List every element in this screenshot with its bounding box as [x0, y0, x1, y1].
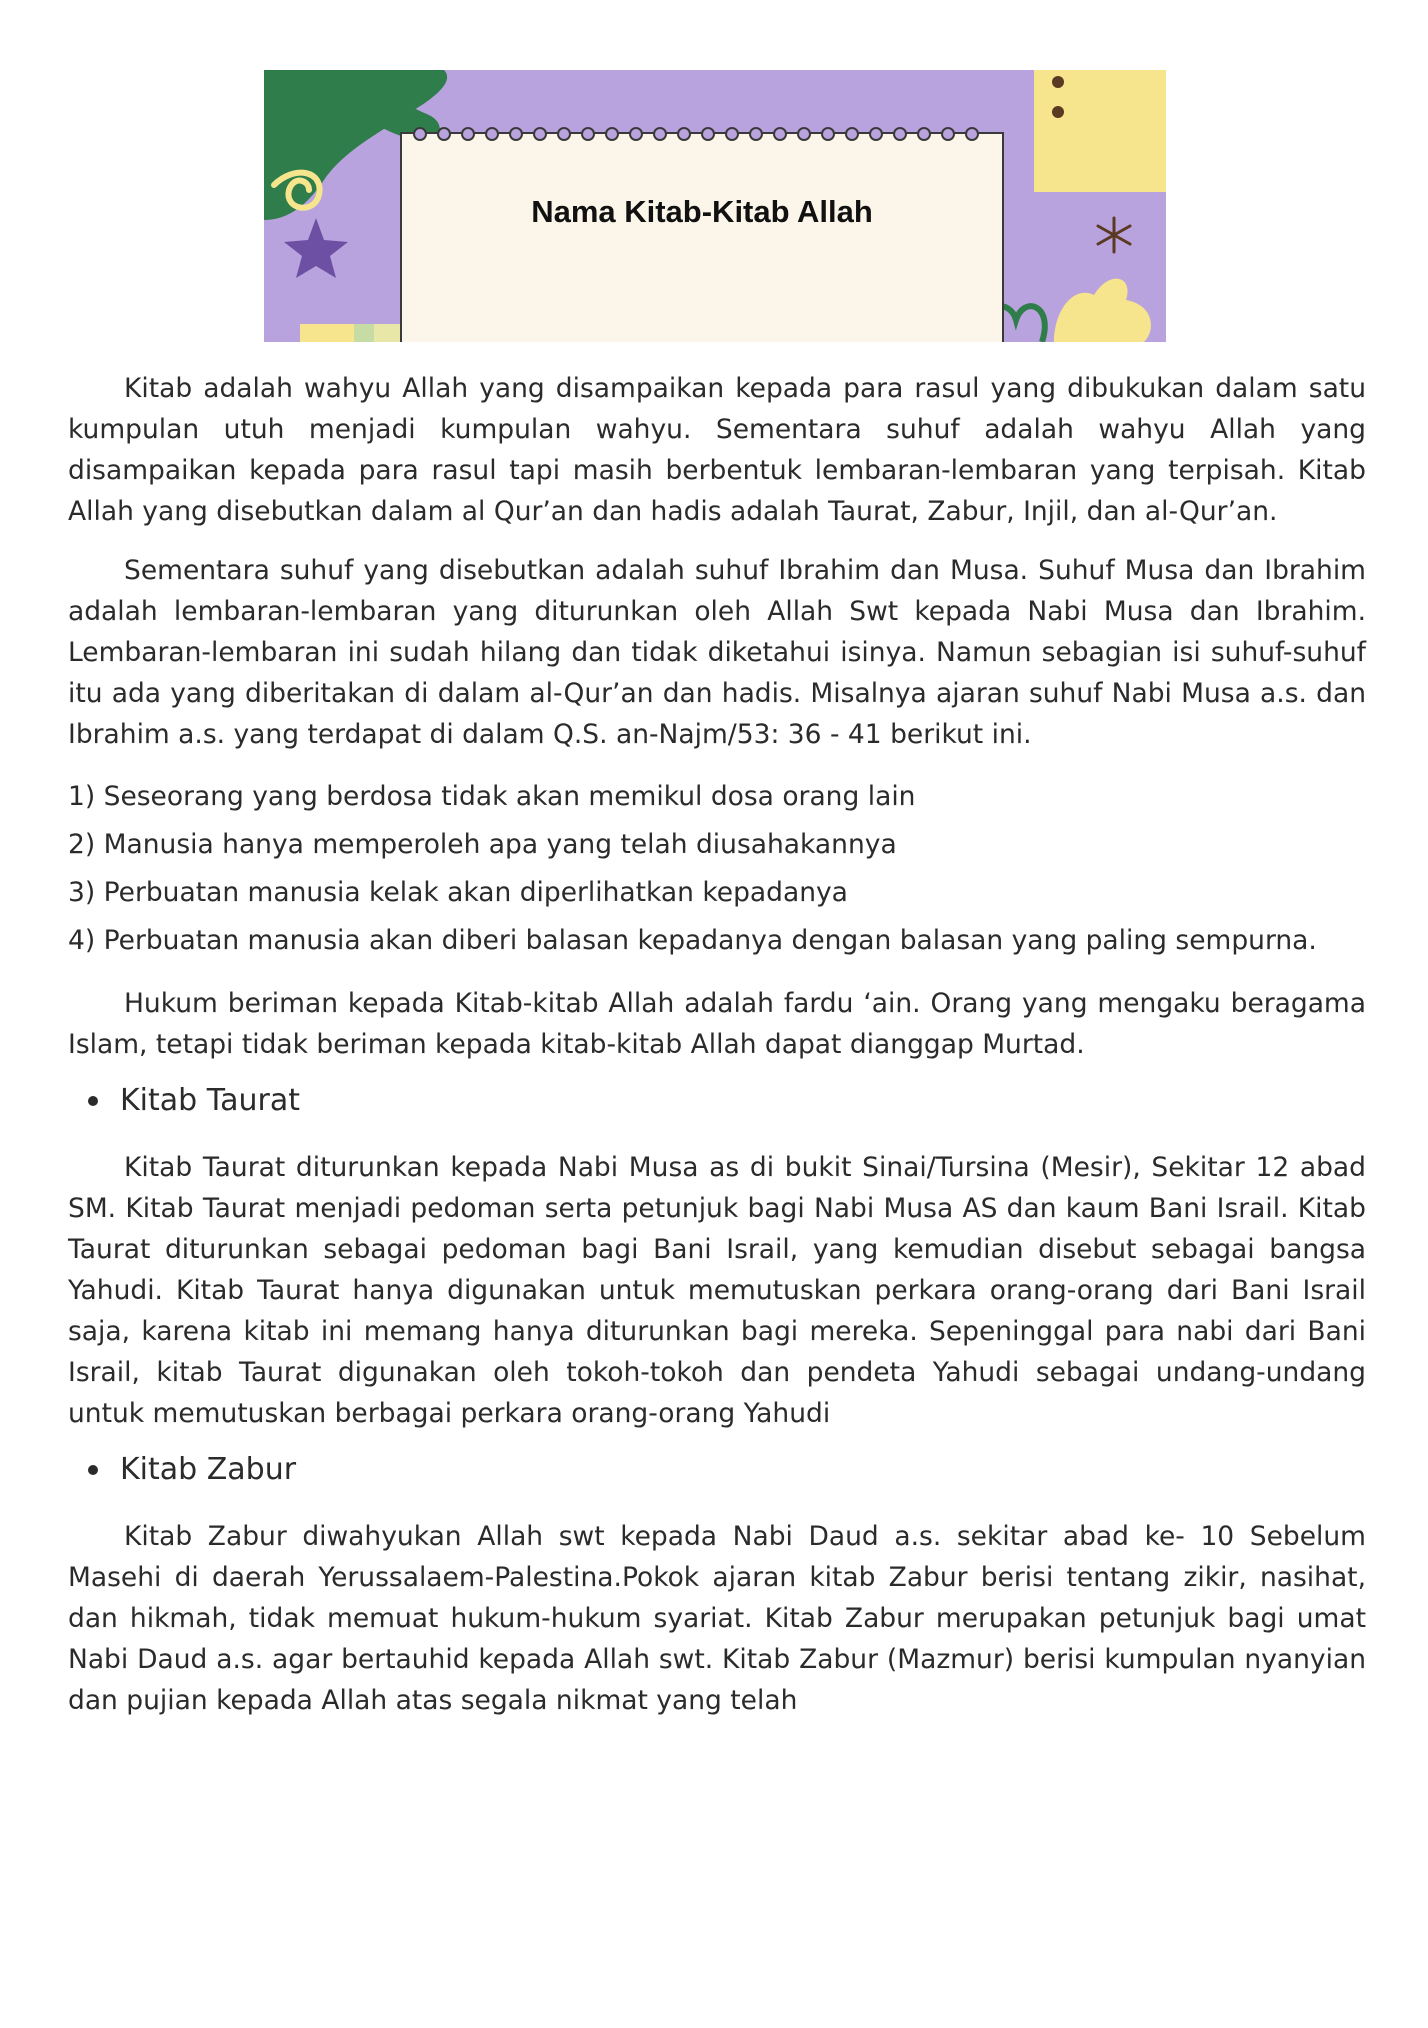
- paragraph-taurat: Kitab Taurat diturunkan kepada Nabi Musa as di bukit Sinai/Tursina (Mesir), Sekitar 12 abad SM. Kitab Taurat menjadi pedoman serta petunjuk bagi Nabi Musa AS dan kaum Bani Israil. Kitab Taurat diturunkan sebagai pedoman bagi Bani Israil, yang kemudian disebut sebagai bangsa Yahudi. Kitab Taurat hanya digunakan untuk memutuskan perkara orang-orang dari Bani Israil saja, karena kitab ini memang hanya diturunkan bagi mereka. Sepeninggal para nabi dari Bani Israil, kitab Taurat digunakan oleh tokoh-tokoh dan pendeta Yahudi sebagai undang-undang untuk memutuskan berbagai perkara orang-orang Yahudi: [68, 1152, 1366, 1429]
- bullet-icon: [88, 1096, 98, 1106]
- banner-title: Nama Kitab-Kitab Allah: [531, 194, 873, 229]
- header-banner: [264, 70, 1166, 342]
- heading-zabur: [88, 1448, 1366, 1492]
- list-item: 4) Perbuatan manusia akan diberi balasan kepadanya dengan balasan yang paling sempurna.: [68, 925, 1317, 956]
- document-body: [68, 368, 1366, 1721]
- list-item: 2) Manusia hanya memperoleh apa yang telah diusahakannya: [68, 829, 897, 860]
- list-item: 1) Seseorang yang berdosa tidak akan memikul dosa orang lain: [68, 781, 916, 812]
- paragraph-zabur: Kitab Zabur diwahyukan Allah swt kepada Nabi Daud a.s. sekitar abad ke- 10 Sebelum Masehi di daerah Yerussalaem-Palestina.Pokok ajaran kitab Zabur berisi tentang zikir, nasihat, dan hikmah, tidak memuat hukum-hukum syariat. Kitab Zabur merupakan petunjuk bagi umat Nabi Daud a.s. agar bertauhid kepada Allah swt. Kitab Zabur (Mazmur) berisi kumpulan nyanyian dan pujian kepada Allah atas segala nikmat yang telah: [68, 1521, 1366, 1716]
- heading-taurat: [88, 1079, 1366, 1123]
- bullet-icon: [88, 1465, 98, 1475]
- paragraph-suhuf: Sementara suhuf yang disebutkan adalah suhuf Ibrahim dan Musa. Suhuf Musa dan Ibrahim adalah lembaran-lembaran yang diturunkan oleh Allah Swt kepada Nabi Musa dan Ibrahim. Lembaran-lembaran ini sudah hilang dan tidak diketahui isinya. Namun sebagian isi suhuf-suhuf itu ada yang diberitakan di dalam al-Qur’an dan hadis. Misalnya ajaran suhuf Nabi Musa a.s. dan Ibrahim a.s. yang terdapat di dalam Q.S. an-Najm/53: 36 - 41 berikut ini.: [68, 555, 1366, 750]
- paragraph-definition: Kitab adalah wahyu Allah yang disampaikan kepada para rasul yang dibukukan dalam satu kumpulan utuh menjadi kumpulan wahyu. Sementara suhuf adalah wahyu Allah yang disampaikan kepada para rasul tapi masih berbentuk lembaran-lembaran yang terpisah. Kitab Allah yang disebutkan dalam al Qur’an dan hadis adalah Taurat, Zabur, Injil, dan al-Qur’an.: [68, 373, 1366, 527]
- heading-label: Kitab Zabur: [120, 1452, 297, 1487]
- list-item: 3) Perbuatan manusia kelak akan diperlihatkan kepadanya: [68, 877, 848, 908]
- heading-label: Kitab Taurat: [120, 1083, 300, 1118]
- paragraph-hukum: Hukum beriman kepada Kitab-kitab Allah adalah fardu ‘ain. Orang yang mengaku beragama Islam, tetapi tidak beriman kepada kitab-kitab Allah dapat dianggap Murtad.: [68, 988, 1366, 1060]
